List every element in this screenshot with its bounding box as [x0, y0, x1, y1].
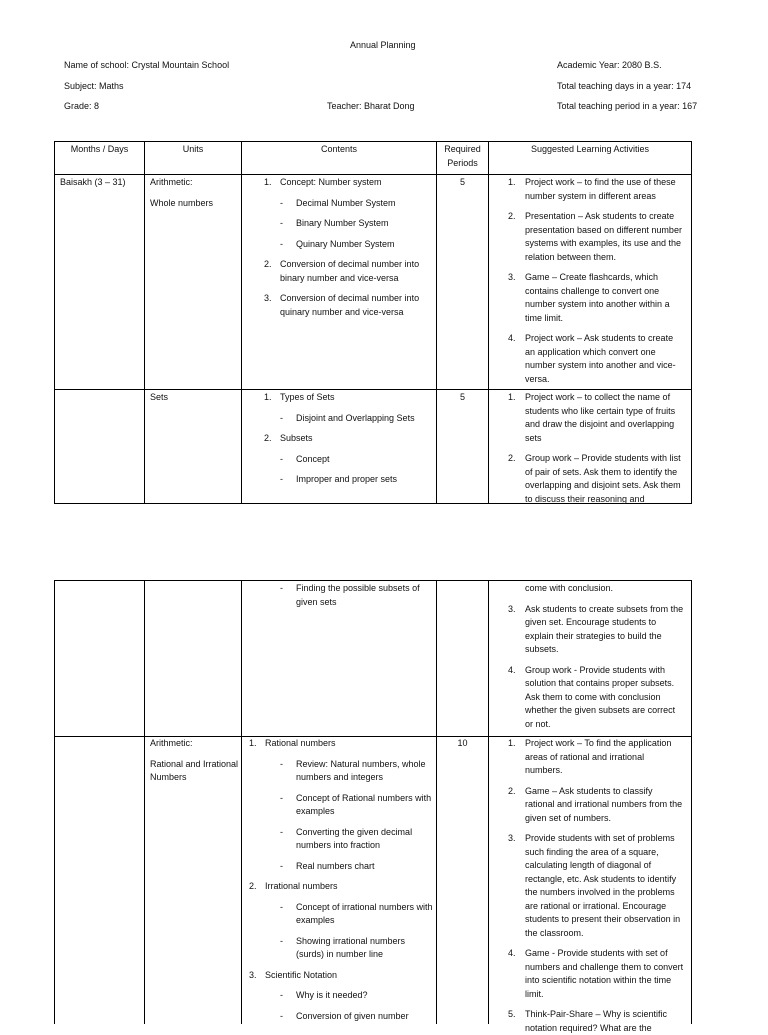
content-subitem: - Decimal Number System	[280, 197, 396, 208]
row2-unit: Sets	[150, 392, 169, 402]
activity-item: 1. Project work – to find the use of these number system in different areas	[508, 177, 676, 201]
grade: Grade: 8	[64, 101, 100, 111]
row4-unit-line2: Rational and Irrational Numbers	[150, 758, 239, 782]
teaching-days: Total teaching days in a year: 174	[557, 81, 692, 91]
content-subitem: - Concept of irrational numbers with examples	[280, 901, 433, 925]
row2-activities	[508, 391, 684, 502]
activity-item: 1. Project work – To find the application areas of rational and irrational numbers.	[508, 738, 672, 775]
activity-item: 2. Game – Ask students to classify rational and irrational numbers from the given set of numbers.	[508, 785, 683, 823]
header-periods	[437, 143, 488, 170]
content-item: 3. Conversion of decimal number into quinary number and vice-versa	[264, 293, 420, 317]
row3-contents	[264, 582, 434, 616]
row4-contents	[249, 737, 434, 1024]
content-item: 3. Scientific Notation	[249, 969, 338, 980]
activity-item: 4. Group work - Provide students with solution that contains proper subsets. Ask them to come with conclusion whether the given subsets are correct or not.	[508, 664, 676, 729]
content-subitem: - Real numbers chart	[280, 860, 375, 871]
header-months: Months / Days	[70, 144, 129, 154]
content-subitem: - Concept of Rational numbers with examples	[280, 792, 432, 816]
content-subitem: - Improper and proper sets	[280, 474, 398, 484]
content-subitem: - Disjoint and Overlapping Sets	[280, 412, 415, 423]
activity-item: 4. Game - Provide students with set of numbers and challenge them to convert into scientific notation within the time limit.	[508, 948, 684, 999]
row2-contents	[264, 391, 434, 494]
header-units: Units	[182, 144, 204, 154]
row1-activities	[508, 176, 684, 393]
row4-unit-line1: Arithmetic:	[150, 738, 193, 748]
school-name: Name of school: Crystal Mountain School	[64, 60, 230, 70]
subject: Subject: Maths	[64, 81, 124, 91]
content-item: 1. Rational numbers	[249, 738, 336, 748]
content-subitem: - Conversion of given number	[280, 1010, 409, 1021]
row1-contents	[264, 176, 434, 326]
content-subitem: - Showing irrational numbers (surds) in number line	[280, 935, 406, 959]
activity-item: 4. Project work – Ask students to create an application which convert one number system into another and vice-versa.	[508, 333, 676, 384]
row1-unit	[150, 176, 213, 210]
row2-periods: 5	[459, 392, 465, 402]
content-subitem: - Quinary Number System	[280, 238, 395, 249]
activity-item: 5. Think-Pair-Share – Why is scientific notation required? What are the	[508, 1009, 668, 1033]
activity-item: 3. Ask students to create subsets from the given set. Encourage students to explain their strategies to build the subsets.	[508, 603, 684, 654]
content-subitem: - Converting the given decimal numbers into fraction	[280, 826, 413, 850]
row1-unit-line1: Arithmetic:	[150, 177, 193, 187]
academic-year: Academic Year: 2080 B.S.	[557, 60, 662, 70]
page-title: Annual Planning	[350, 40, 416, 50]
content-subitem: - Review: Natural numbers, whole numbers and integers	[280, 758, 426, 782]
row1-unit-line2: Whole numbers	[150, 197, 214, 208]
content-subitem: - Concept	[280, 453, 330, 464]
teacher: Teacher: Bharat Dong	[327, 101, 415, 111]
content-item: 1. Concept: Number system	[264, 177, 382, 187]
row4-unit	[150, 737, 240, 785]
header-periods-line1: Required	[444, 144, 481, 154]
header-contents: Contents	[320, 144, 358, 154]
header-activities: Suggested Learning Activities	[530, 144, 650, 154]
teaching-periods: Total teaching period in a year: 167	[557, 101, 698, 111]
activity-item: 3. Game – Create flashcards, which contains challenge to convert one number system into another within a time limit.	[508, 272, 670, 323]
row4-activities	[508, 737, 684, 1033]
header-periods-line2: Periods	[447, 157, 478, 168]
content-subitem: - Why is it needed?	[280, 990, 368, 1000]
row3-activities	[508, 582, 684, 738]
activity-item: 3. Provide students with set of problems such finding the area of a square, calculating length of diagonal of rectangle, etc. Ask students to identify the numbers involved in the problems are rational or irrational. Encourage students to present their observation in the classroom.	[508, 833, 681, 938]
activity-item: 2. Group work – Provide students with list of pair of sets. Ask them to identify the overlapping and disjoint sets. Ask them to discuss their reasoning and	[508, 453, 681, 504]
row4-periods: 10	[457, 738, 468, 748]
activity-continuation: come with conclusion.	[525, 583, 614, 593]
activity-item: 2. Presentation – Ask students to create presentation based on different number systems with examples, its use and the relation between them.	[508, 211, 682, 262]
content-item: 2. Subsets	[264, 433, 313, 443]
row1-periods: 5	[459, 177, 465, 187]
content-subitem: - Binary Number System	[280, 218, 389, 228]
content-item: 1. Types of Sets	[264, 392, 335, 402]
row1-month: Baisakh (3 – 31)	[60, 177, 126, 187]
content-item: 2. Irrational numbers	[249, 881, 338, 891]
content-item: 2. Conversion of decimal number into binary number and vice-versa	[264, 259, 420, 283]
activity-item: 1. Project work – to collect the name of students who like certain type of fruits and draw the disjoint and overlapping sets	[508, 392, 676, 443]
content-subitem: - Finding the possible subsets of given sets	[280, 583, 420, 607]
